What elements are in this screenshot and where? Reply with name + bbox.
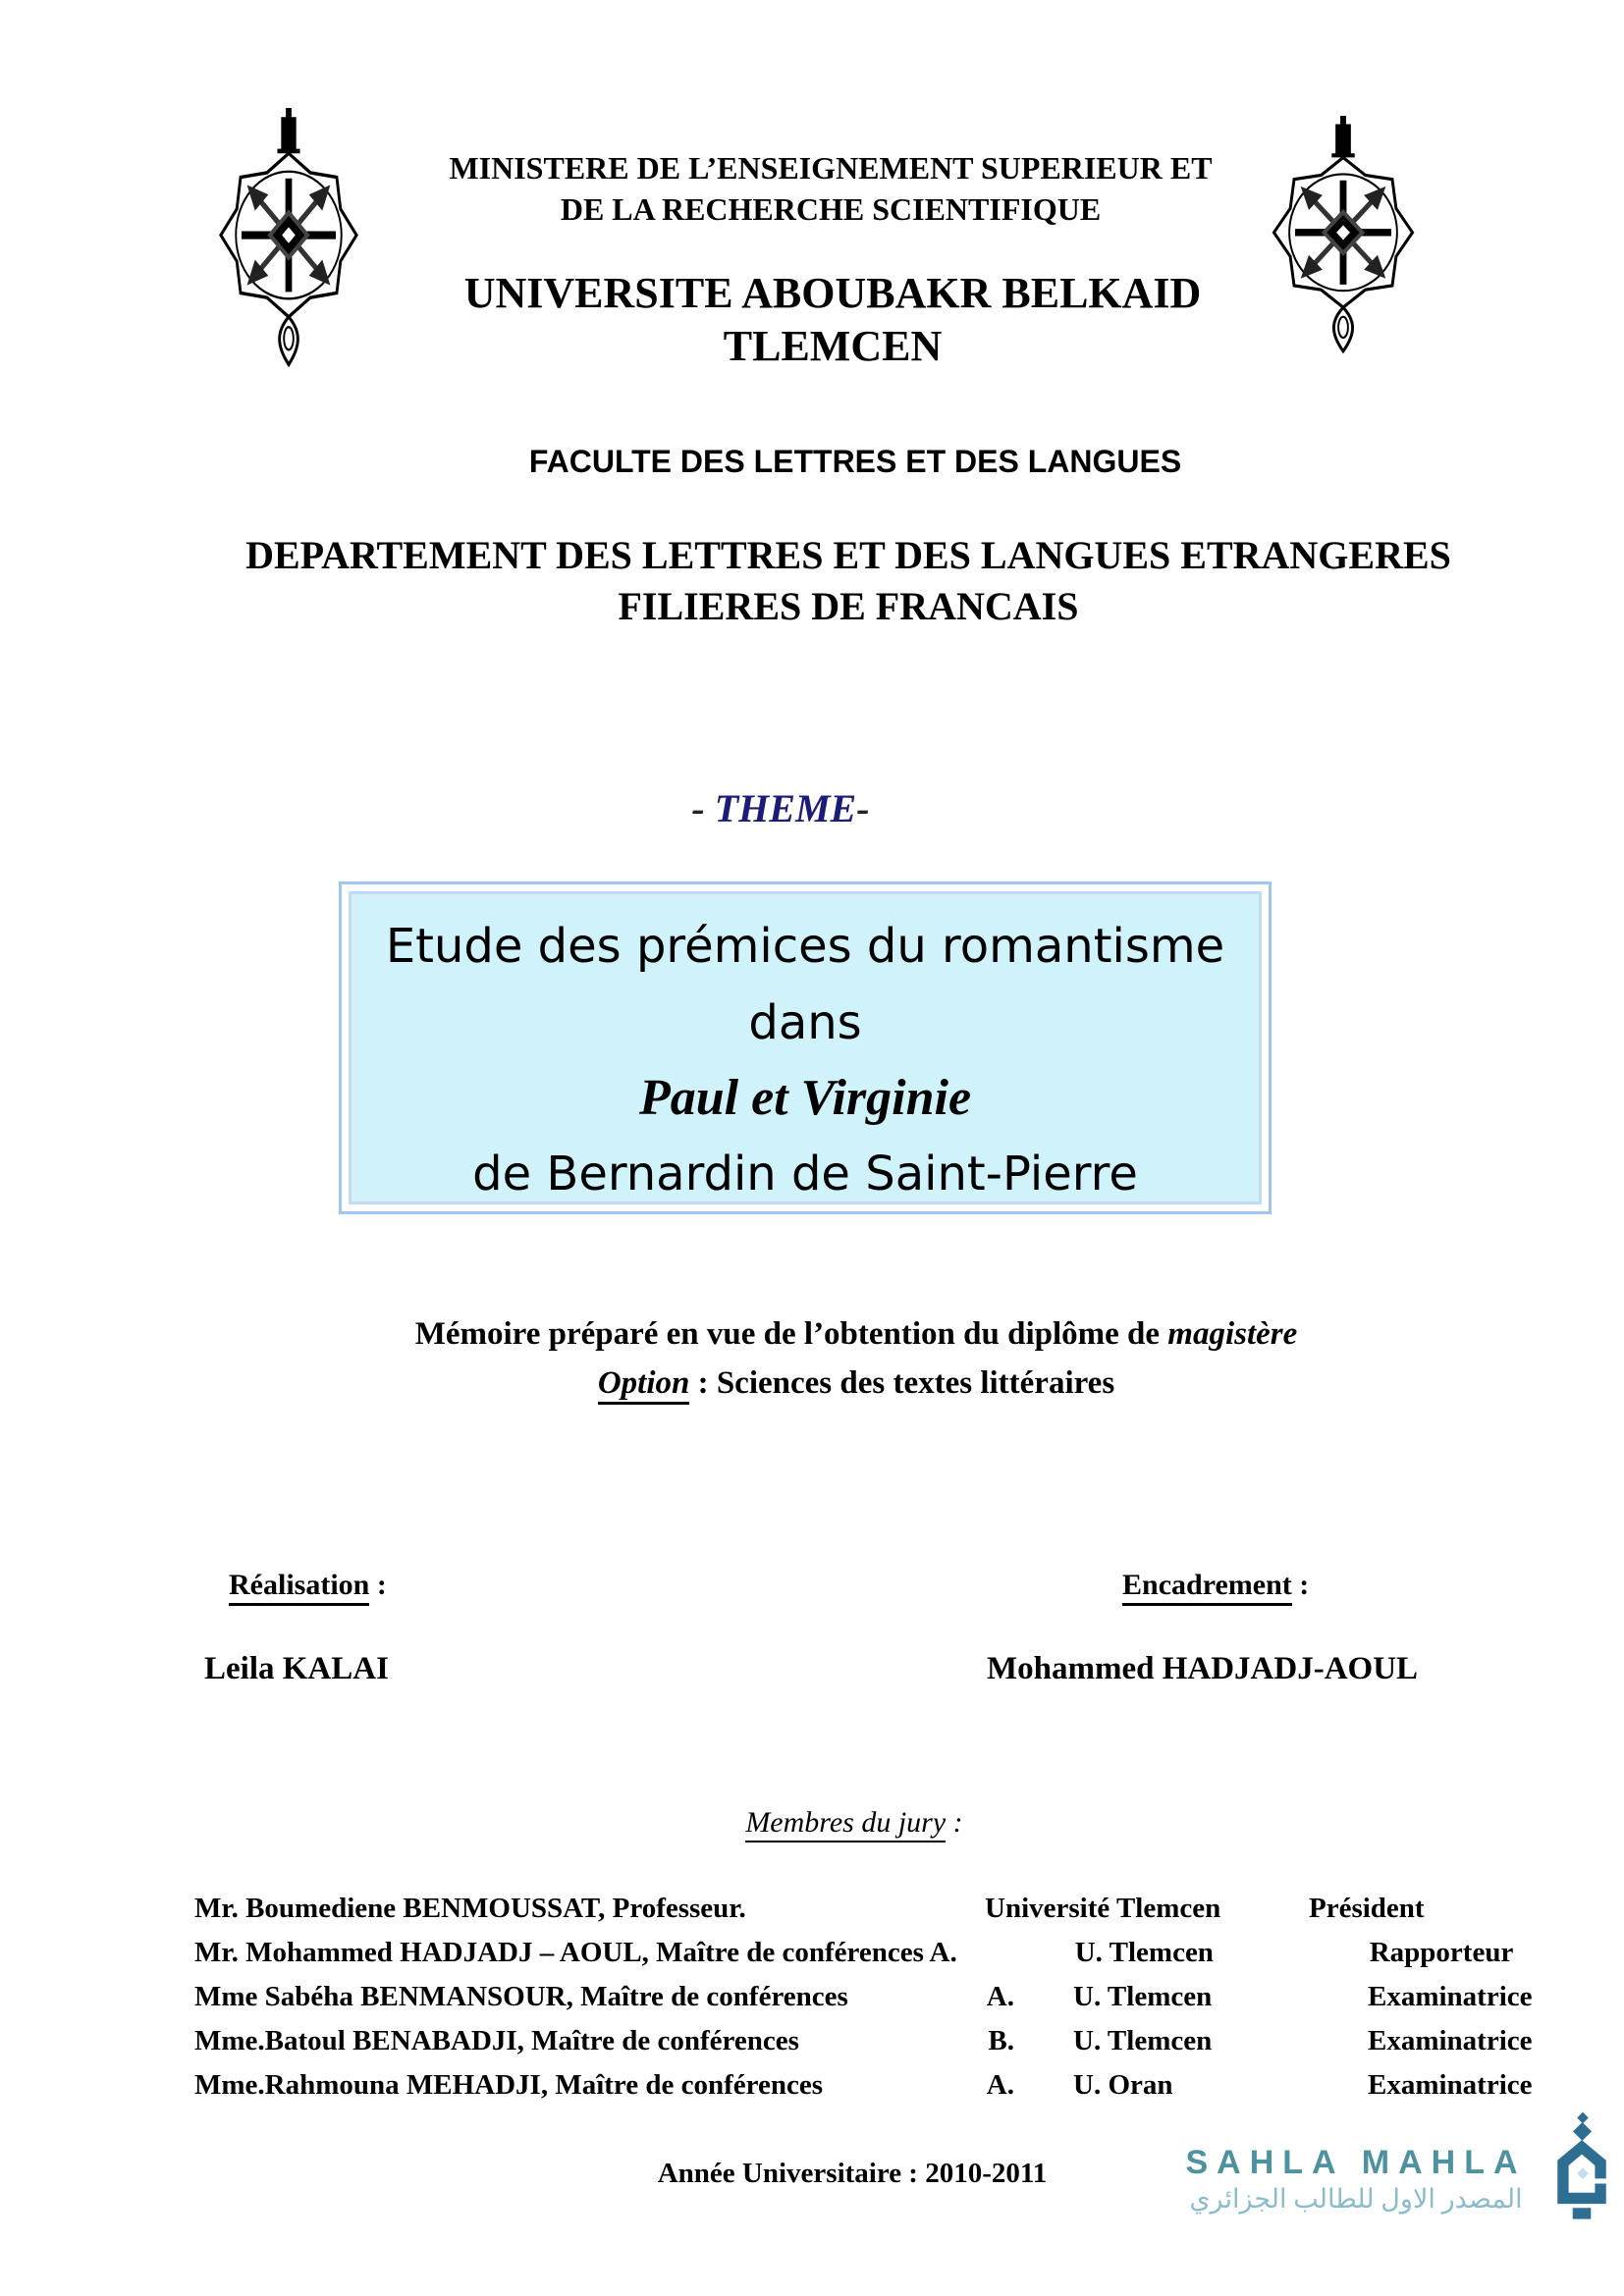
- jury-member-name: Mr. Boumediene BENMOUSSAT, Professeur.: [194, 1893, 746, 1924]
- jury-member-role: Examinatrice: [1368, 1981, 1533, 2012]
- memoire-line: [44, 1309, 1624, 1359]
- memoire-prefix: Mémoire préparé en vue de l’obtention du diplôme de: [414, 1316, 1168, 1352]
- jury-member-university: Université Tlemcen: [985, 1893, 1221, 1924]
- jury-member-name: Mme.Batoul BENABADJI, Maître de conférences: [194, 2025, 799, 2056]
- university-line2: TLEMCEN: [723, 322, 943, 370]
- table-row: [194, 2019, 1533, 2063]
- department-line2: FILIERES DE FRANCAIS: [618, 584, 1079, 628]
- jury-member-role: Rapporteur: [1369, 1937, 1514, 1968]
- jury-member-name: Mme Sabéha BENMANSOUR, Maître de conférences: [194, 1981, 848, 2012]
- table-row: [194, 2063, 1533, 2108]
- option-value: : Sciences des textes littéraires: [689, 1365, 1115, 1401]
- memoire-diploma: magistère: [1167, 1316, 1298, 1352]
- memoire-statement: [44, 1309, 1624, 1408]
- theme-label: [0, 785, 1593, 831]
- sahla-mahla-watermark: [1173, 2144, 1539, 2215]
- ministry-line2: DE LA RECHERCHE SCIENTIFIQUE: [560, 191, 1102, 227]
- jury-member-name: Mr. Mohammed HADJADJ – AOUL, Maître de conférences A.: [194, 1937, 957, 1968]
- theme-word: THEME: [714, 786, 857, 830]
- sahla-mahla-logo-icon: [1549, 2110, 1614, 2224]
- title-line1: Etude des prémices du romantisme: [385, 919, 1225, 974]
- encadrement-label-text: Encadrement: [1122, 1569, 1292, 1606]
- university-line1: UNIVERSITE ABOUBAKR BELKAID: [463, 269, 1202, 317]
- jury-member-university: U. Oran: [1073, 2069, 1173, 2101]
- jury-member-university: U. Tlemcen: [1073, 2025, 1213, 2056]
- jury-heading-text: Membres du jury: [745, 1806, 946, 1842]
- jury-member-role: Examinatrice: [1368, 2025, 1533, 2056]
- faculty-heading: FACULTE DES LETTRES ET DES LANGUES: [528, 444, 1182, 479]
- option-line: [44, 1359, 1624, 1408]
- jury-member-grade: A.: [986, 2069, 1014, 2101]
- brand-name: SAHLA MAHLA: [1185, 2144, 1527, 2181]
- theme-dash-right: -: [856, 786, 870, 830]
- title-line2: dans: [748, 995, 862, 1050]
- realisation-colon: :: [369, 1569, 387, 1601]
- jury-member-grade: B.: [988, 2025, 1014, 2056]
- table-row: [194, 1931, 1514, 1975]
- jury-member-grade: [957, 1931, 1016, 1975]
- encadrement-colon: :: [1291, 1569, 1310, 1601]
- supervisor-name: Mohammed HADJADJ-AOUL: [987, 1651, 1419, 1686]
- author-name: Leila KALAI: [204, 1651, 389, 1686]
- realisation-label-text: Réalisation: [229, 1569, 369, 1606]
- jury-table: [194, 1887, 1533, 2108]
- department-heading: [36, 530, 1624, 632]
- brand-tagline-arabic: المصدر الاول للطالب الجزائري: [1189, 2184, 1523, 2214]
- jury-member-role: Président: [1309, 1893, 1425, 1924]
- encadrement-label: [1122, 1569, 1309, 1602]
- jury-member-name: Mme.Rahmouna MEHADJI, Maître de conférences: [194, 2069, 824, 2101]
- jury-member-grade: A.: [986, 1981, 1014, 2012]
- jury-member-role: Examinatrice: [1368, 2069, 1533, 2101]
- jury-heading-colon: :: [946, 1806, 963, 1839]
- table-row: [194, 1887, 1456, 1931]
- table-row: [194, 1975, 1533, 2019]
- thesis-title-box-inner: [349, 891, 1262, 1204]
- department-line1: DEPARTEMENT DES LETTRES ET DES LANGUES ETRANGERES: [245, 533, 1451, 577]
- realisation-label: [229, 1569, 387, 1602]
- option-label: Option: [598, 1365, 690, 1405]
- title-line4: de Bernardin de Saint-Pierre: [472, 1147, 1138, 1201]
- title-line3-book-name: Paul et Virginie: [638, 1070, 972, 1126]
- jury-member-university: U. Tlemcen: [1073, 1981, 1213, 2012]
- jury-heading: [42, 1806, 1624, 1840]
- thesis-title-box: [339, 881, 1272, 1214]
- jury-member-university: U. Tlemcen: [1074, 1937, 1214, 1968]
- academic-year: Année Universitaire : 2010-2011: [657, 2158, 1048, 2189]
- ministry-line1: MINISTERE DE L’ENSEIGNEMENT SUPERIEUR ET: [449, 150, 1213, 186]
- university-heading: [21, 267, 1624, 373]
- theme-dash-left: -: [691, 786, 715, 830]
